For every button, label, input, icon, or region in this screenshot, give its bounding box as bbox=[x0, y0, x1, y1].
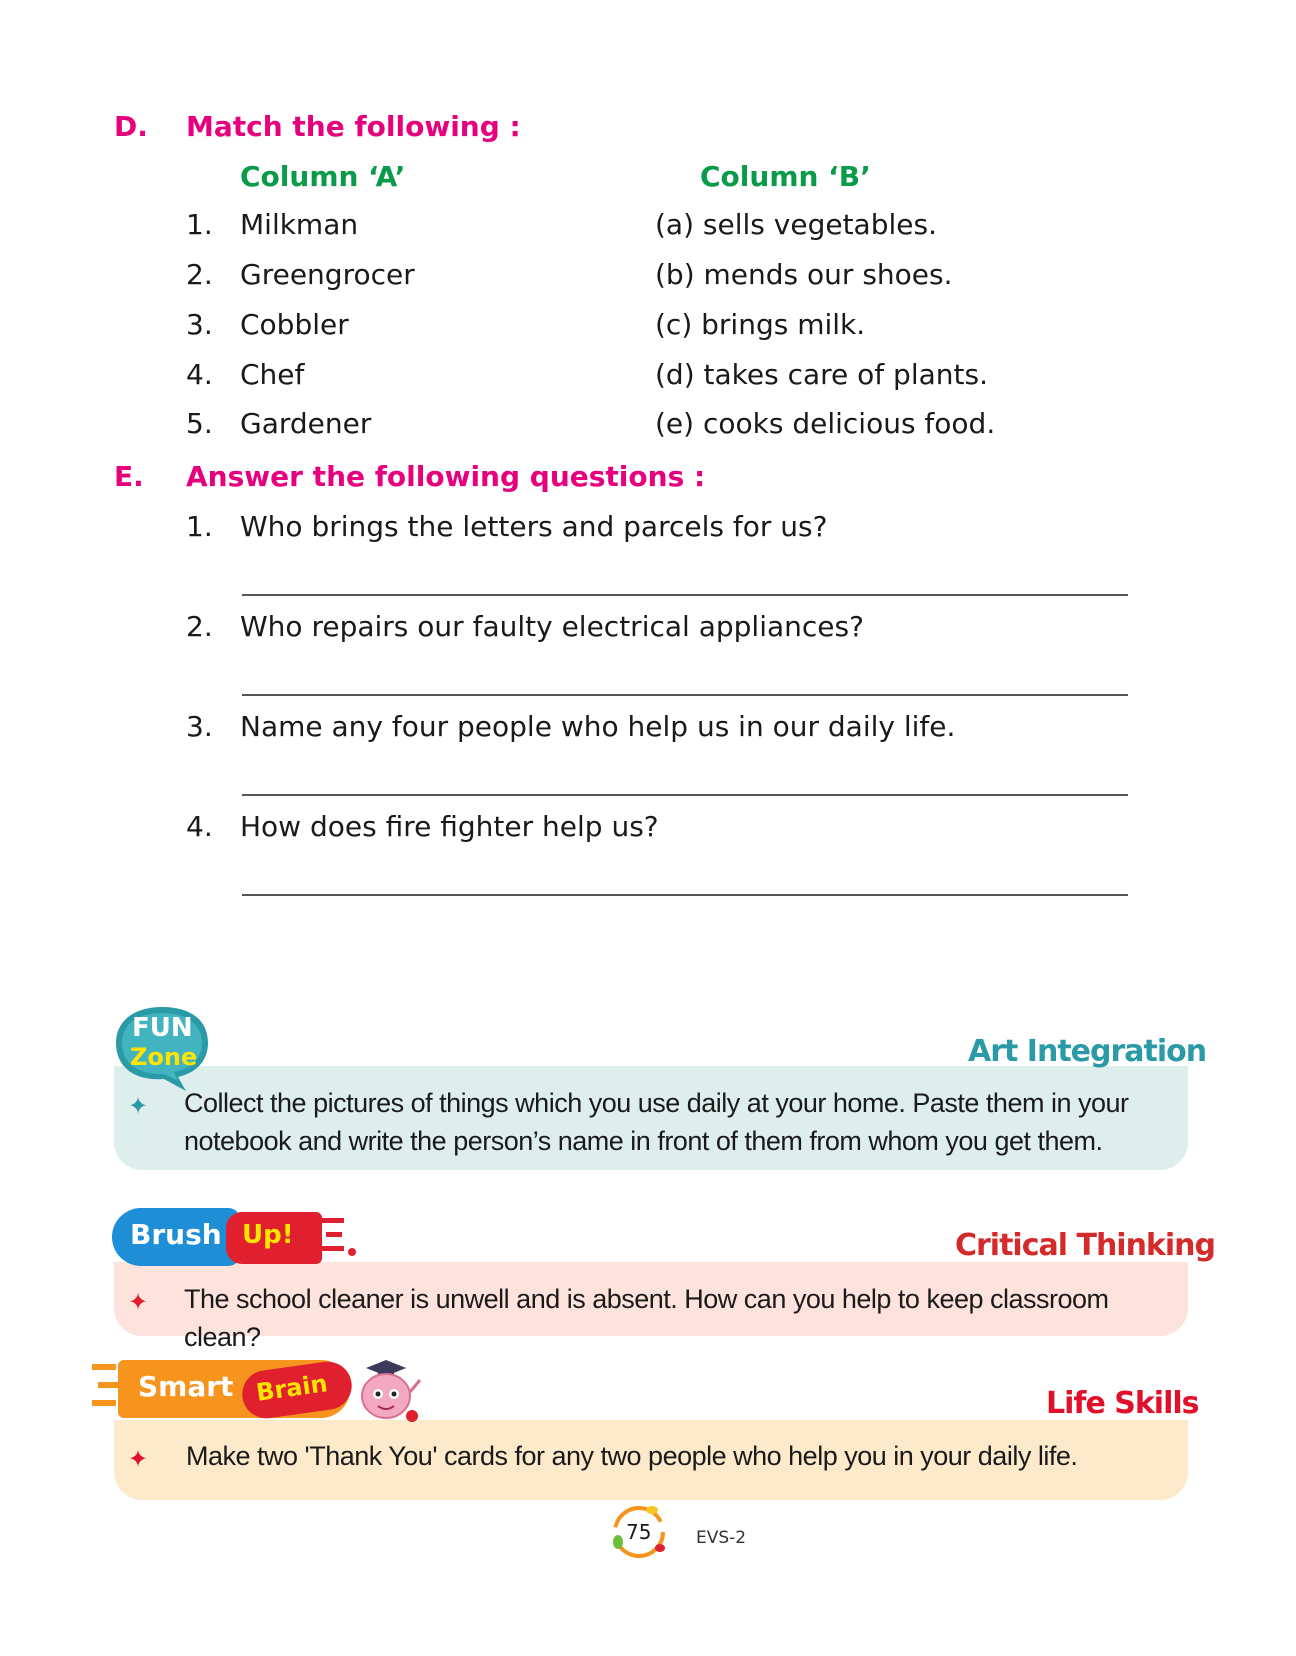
life-skills-text: Make two 'Thank You' cards for any two people who help you in your daily life. bbox=[186, 1441, 1078, 1471]
match-column-b-item: (e) cooks delicious food. bbox=[655, 407, 996, 440]
match-column-a-item: Chef bbox=[240, 358, 305, 391]
match-column-a-item: Cobbler bbox=[240, 308, 349, 341]
smart-brain-word-brain: Brain bbox=[254, 1369, 330, 1407]
match-column-a-item: Milkman bbox=[240, 208, 359, 241]
fun-zone-word-zone: Zone bbox=[130, 1043, 198, 1071]
brush-dot-decor bbox=[348, 1248, 356, 1256]
brush-stroke-decor bbox=[322, 1246, 344, 1251]
question-text: Who brings the letters and parcels for us? bbox=[240, 510, 828, 543]
column-a-heading: Column ‘A’ bbox=[240, 160, 406, 193]
critical-thinking-label: Critical Thinking bbox=[955, 1228, 1216, 1263]
book-code: EVS-2 bbox=[696, 1528, 747, 1548]
star-bullet-icon: ✦ bbox=[128, 1092, 149, 1120]
section-d-letter: D. bbox=[114, 110, 148, 143]
match-column-b-item: (a) sells vegetables. bbox=[655, 208, 937, 241]
smart-brain-word-smart: Smart bbox=[138, 1370, 234, 1403]
page-number: 75 bbox=[626, 1520, 652, 1544]
answer-line[interactable] bbox=[242, 594, 1128, 596]
speed-line-decor bbox=[92, 1400, 116, 1406]
question-text: Name any four people who help us in our daily life. bbox=[240, 710, 956, 743]
match-column-b-item: (d) takes care of plants. bbox=[655, 358, 988, 391]
section-e-title: Answer the following questions : bbox=[186, 460, 706, 493]
question-number: 2. bbox=[186, 610, 213, 643]
question-number: 4. bbox=[186, 810, 213, 843]
match-column-b-item: (c) brings milk. bbox=[655, 308, 866, 341]
question-text: How does fire fighter help us? bbox=[240, 810, 659, 843]
star-bullet-icon: ✦ bbox=[128, 1288, 149, 1316]
brush-stroke-decor bbox=[326, 1232, 342, 1237]
speed-line-decor bbox=[98, 1382, 118, 1388]
column-b-heading: Column ‘B’ bbox=[700, 160, 871, 193]
match-column-a-item: Gardener bbox=[240, 407, 372, 440]
match-row-number: 4. bbox=[186, 358, 213, 391]
page-number-badge bbox=[606, 1502, 672, 1562]
art-integration-label: Art Integration bbox=[968, 1034, 1207, 1069]
critical-thinking-text: The school cleaner is unwell and is absent. How can you help to keep classroom clean? bbox=[184, 1284, 1109, 1352]
star-bullet-icon: ✦ bbox=[128, 1445, 149, 1473]
question-number: 1. bbox=[186, 510, 213, 543]
match-column-b-item: (b) mends our shoes. bbox=[655, 258, 953, 291]
brush-up-word-up: Up! bbox=[242, 1220, 294, 1250]
smart-brain-badge bbox=[92, 1356, 432, 1430]
section-d-title: Match the following : bbox=[186, 110, 521, 143]
match-row-number: 3. bbox=[186, 308, 213, 341]
question-text: Who repairs our faulty electrical appliances? bbox=[240, 610, 864, 643]
brain-mascot-icon bbox=[344, 1356, 424, 1426]
brush-up-word-brush: Brush bbox=[130, 1218, 222, 1251]
answer-line[interactable] bbox=[242, 894, 1128, 896]
life-skills-label: Life Skills bbox=[1046, 1386, 1199, 1421]
answer-line[interactable] bbox=[242, 694, 1128, 696]
art-integration-text: Collect the pictures of things which you use daily at your home. Paste them in your notebook and write the person’s name in front of them from whom you get them. bbox=[184, 1088, 1129, 1156]
question-number: 3. bbox=[186, 710, 213, 743]
match-row-number: 1. bbox=[186, 208, 213, 241]
match-row-number: 2. bbox=[186, 258, 213, 291]
speed-line-decor bbox=[92, 1364, 116, 1370]
brush-up-badge bbox=[112, 1204, 352, 1270]
fun-zone-badge bbox=[112, 1003, 212, 1093]
brush-stroke-decor bbox=[322, 1218, 344, 1223]
section-e-letter: E. bbox=[114, 460, 144, 493]
fun-zone-word-fun: FUN bbox=[132, 1013, 193, 1043]
answer-line[interactable] bbox=[242, 794, 1128, 796]
match-row-number: 5. bbox=[186, 407, 213, 440]
match-column-a-item: Greengrocer bbox=[240, 258, 415, 291]
